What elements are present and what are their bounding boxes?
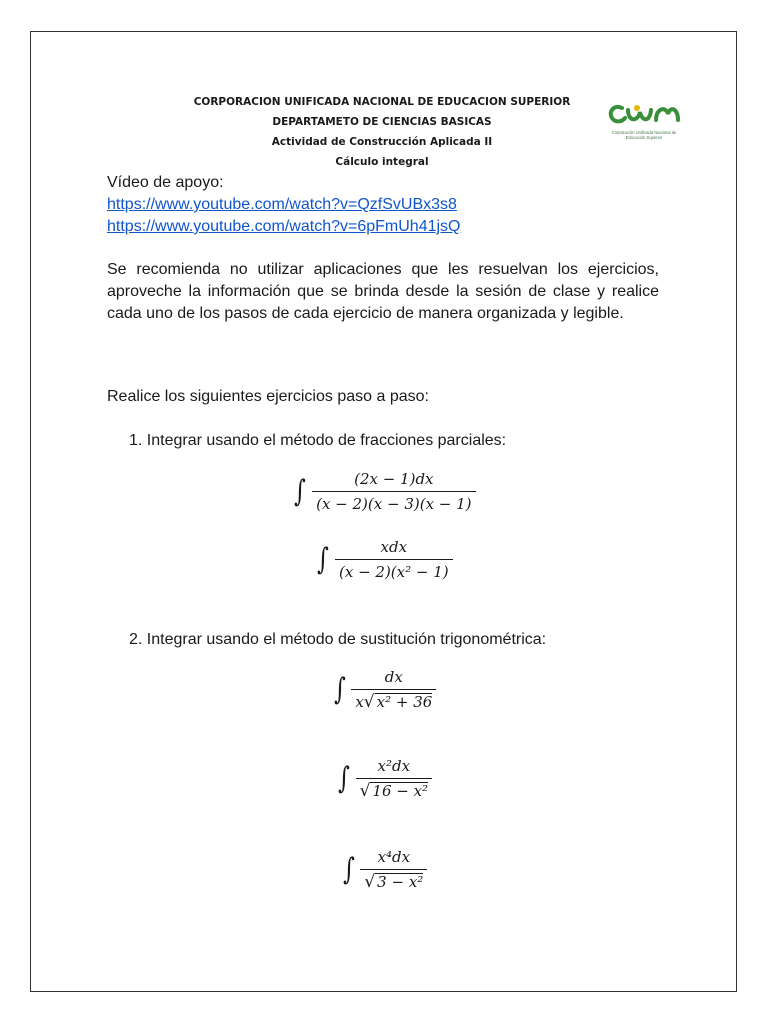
numerator: (2x − 1)dx	[354, 470, 434, 488]
document-header	[160, 92, 604, 172]
radical-sign-icon: √	[363, 692, 375, 712]
integral-1a	[0, 470, 768, 513]
denominator	[351, 689, 436, 711]
video-label: Vídeo de apoyo:	[107, 174, 224, 191]
denominator: (x − 2)(x² − 1)	[335, 559, 453, 581]
fraction	[351, 668, 436, 711]
square-root	[364, 873, 423, 891]
video-link-2[interactable]: https://www.youtube.com/watch?v=6pFmUh41jsQ	[107, 218, 461, 235]
exercise-1-title: 1. Integrar usando el método de fracciones parciales:	[129, 432, 507, 449]
course-title: Cálculo integral	[335, 156, 429, 168]
numerator: x⁴dx	[377, 848, 411, 866]
radicand: 16 − x²	[372, 782, 429, 800]
radical-sign-icon: √	[359, 781, 371, 801]
denominator-factor: x	[355, 693, 364, 711]
fraction	[360, 848, 427, 891]
video-section	[107, 172, 659, 238]
integral-sign: ∫	[294, 474, 307, 509]
recommendation-paragraph: Se recomienda no utilizar aplicaciones que les resuelvan los ejercicios, aproveche la información que se brinda desde la sesión de clase y realice cada uno de los pasos de cada ejercicio de manera organizada y legible.	[107, 261, 659, 322]
fraction	[356, 757, 433, 800]
integral-1b	[0, 538, 768, 581]
denominator: (x − 2)(x − 3)(x − 1)	[312, 491, 475, 513]
denominator	[360, 869, 427, 891]
square-root	[360, 782, 429, 800]
numerator: dx	[384, 668, 403, 686]
exercise-2-title: 2. Integrar usando el método de sustitución trigonométrica:	[129, 631, 547, 648]
numerator: xdx	[380, 538, 408, 556]
fraction	[312, 470, 475, 513]
radicand: 3 − x²	[377, 873, 424, 891]
integral-2a	[0, 668, 768, 711]
integral-2c	[0, 848, 768, 891]
cun-logo-mark	[604, 100, 684, 130]
radical-sign-icon: √	[364, 872, 376, 892]
logo-tagline: Corporación Unificada Nacional de Educación Superior	[611, 130, 677, 140]
video-link-1[interactable]: https://www.youtube.com/watch?v=QzfSvUBx3s8	[107, 196, 457, 213]
integral-sign: ∫	[317, 542, 330, 577]
institution-name: CORPORACION UNIFICADA NACIONAL DE EDUCACION SUPERIOR	[193, 96, 571, 108]
integral-sign: ∫	[337, 761, 350, 796]
radicand: x² + 36	[376, 693, 433, 711]
activity-title: Actividad de Construcción Aplicada II	[271, 136, 493, 148]
square-root	[364, 693, 433, 711]
integral-2b	[0, 757, 768, 800]
integral-sign: ∫	[333, 672, 346, 707]
fraction	[335, 538, 453, 581]
department-name: DEPARTAMETO DE CIENCIAS BASICAS	[272, 116, 492, 128]
numerator: x²dx	[377, 757, 411, 775]
integral-sign: ∫	[342, 852, 355, 887]
denominator	[356, 778, 433, 800]
instructions-text: Realice los siguientes ejercicios paso a paso:	[107, 388, 429, 405]
cun-logo	[604, 100, 684, 148]
